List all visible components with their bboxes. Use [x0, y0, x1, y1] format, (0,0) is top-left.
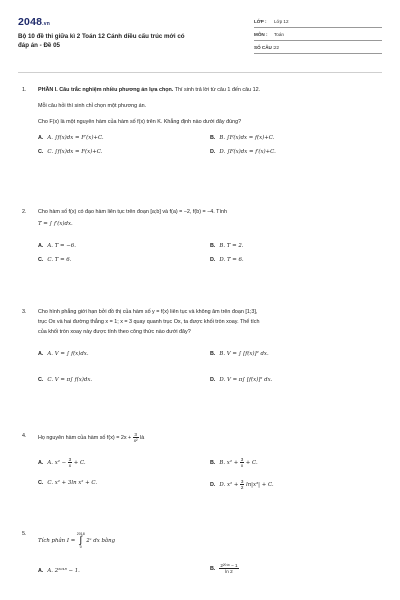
fraction [133, 432, 139, 443]
question-number: 5. [22, 531, 27, 537]
meta-label: LỚP : [254, 19, 267, 24]
denominator: x [240, 463, 244, 468]
option-text: D. V = π∫ [f(x)]² dx. [219, 377, 273, 383]
question-body [38, 432, 378, 493]
option-letter: D. [210, 149, 216, 155]
option-letter: B. [210, 135, 216, 141]
stem-text: Tích phân I = [38, 537, 76, 544]
question-number: 3. [22, 309, 27, 315]
meta-value: Lớp 12 [274, 19, 289, 24]
option-text: B. ∫F(x)dx = f(x)+C. [219, 135, 275, 141]
option-text: D. ∫F(x)dx = f′(x)+C. [219, 149, 276, 155]
document-header [18, 14, 382, 60]
question-stem: Cho hàm số f(x) có đạo hàm liên tục trên đoạn [a;b] và f(a) = −2, f(b) = −4. Tính [38, 209, 227, 215]
option-text: A. ∫f(x)dx = F′(x)+C. [47, 135, 104, 141]
option-letter: C. [38, 257, 44, 263]
question-stem-line-3: của khối tròn xoay này được tính theo công thức nào dưới đây? [38, 329, 191, 335]
title-line-1: Bộ 10 đề thi giữa kì 2 Toán 12 Cánh diều cấu trúc mới có [18, 33, 185, 40]
option-text: B. T = 2. [219, 243, 244, 249]
option-letter: A. [38, 243, 44, 249]
question-stem: Cho F(x) là một nguyên hàm của hàm số f(x) trên K. Khẳng định nào dưới đây đúng? [38, 119, 242, 125]
question-stem-formula: T = ∫ f′(x)dx. [38, 221, 73, 227]
option-c[interactable] [38, 148, 102, 156]
question-number: 2. [22, 209, 27, 215]
option-letter: B. [210, 565, 216, 572]
option-text: B. x² + [219, 459, 239, 466]
option-c[interactable] [38, 376, 92, 384]
option-letter: C. [38, 480, 44, 486]
option-letter: A. [38, 351, 44, 357]
option-d[interactable] [210, 376, 272, 384]
section-instruction: Thí sinh trả lời từ câu 1 đến câu 12. [173, 87, 261, 93]
options-row [38, 479, 378, 493]
meta-label: MÔN : [254, 32, 268, 37]
options-row [38, 256, 378, 270]
logo-domain: .vn [42, 21, 50, 27]
meta-row-count [254, 42, 382, 54]
option-text: A. T = −6. [47, 243, 76, 249]
stem-text: là [140, 434, 145, 441]
option-text: A. x² − [47, 459, 67, 466]
options-row [38, 242, 378, 256]
stem-text: Họ nguyên hàm của hàm số f(x) = 2x + [38, 434, 132, 441]
meta-value: 22 [274, 45, 280, 50]
numerator: 2²⁰¹⁸ − 1 [220, 563, 238, 568]
option-text: C. x² + 3ln x² + C. [47, 480, 98, 486]
option-letter: A. [38, 135, 44, 141]
meta-row-class [254, 16, 382, 28]
question-stem-line-2: trục Ox và hai đường thẳng x = 1; x = 3 quay quanh trục Ox, ta được khối tròn xoay. Thể tích [38, 319, 260, 325]
option-a[interactable] [38, 457, 86, 468]
option-c[interactable] [38, 479, 97, 487]
integral-icon: ∫ [79, 535, 83, 546]
option-d[interactable] [210, 148, 276, 156]
section-heading [38, 86, 378, 94]
option-a[interactable] [38, 350, 89, 358]
option-letter: A. [38, 459, 44, 466]
question-number: 4. [22, 433, 27, 439]
option-text: ln|x³| + C. [245, 481, 274, 488]
options-row [38, 148, 378, 162]
option-letter: B. [210, 459, 216, 466]
option-letter: D. [210, 257, 216, 263]
option-text: A. 2²⁰¹⁸ − 1. [47, 568, 80, 574]
option-text: C. V = π∫ f(x)dx. [47, 377, 93, 383]
document-title [18, 32, 248, 50]
options-row [38, 350, 378, 376]
question-body [38, 530, 378, 581]
option-a[interactable] [38, 242, 76, 250]
option-letter: B. [210, 243, 216, 249]
denominator: ln 2 [225, 569, 233, 574]
option-text: B. V = ∫ [f(x)]² dx. [219, 351, 269, 357]
fraction [240, 457, 245, 468]
section-title: PHẦN I. Câu trắc nghiệm nhiều phương án lựa chọn. [38, 87, 174, 93]
option-text: + C. [73, 459, 86, 466]
option-text: + C. [245, 459, 258, 466]
option-b[interactable] [210, 134, 274, 142]
option-letter: B. [210, 351, 216, 357]
question-body [38, 86, 378, 162]
option-letter: C. [38, 149, 44, 155]
denominator: x [68, 463, 72, 468]
question-stem [38, 532, 378, 549]
numerator: 3 [134, 432, 137, 437]
option-letter: D. [210, 481, 216, 488]
option-d[interactable] [210, 256, 244, 264]
numerator: 3 [68, 457, 72, 462]
title-line-2: đáp án - Đề 05 [18, 42, 60, 49]
options-row [38, 457, 378, 479]
integral-limits [77, 532, 85, 549]
fraction [219, 563, 238, 574]
meta-label: SỐ CÂU : [254, 45, 275, 50]
option-b[interactable] [210, 350, 269, 358]
meta-value: Toán [274, 32, 284, 37]
option-text: A. V = ∫ f(x)dx. [47, 351, 89, 357]
fraction [68, 457, 73, 468]
question-number: 1. [22, 87, 27, 93]
numerator: 3 [240, 457, 244, 462]
option-text: D. x² + [219, 481, 239, 488]
denominator: 2 [240, 485, 244, 490]
option-d[interactable] [210, 479, 274, 490]
option-letter: C. [38, 377, 44, 383]
header-divider [18, 72, 382, 73]
numerator: 3 [240, 479, 244, 484]
meta-row-subject [254, 29, 382, 41]
option-b[interactable] [210, 242, 243, 250]
stem-text: 2ˣ dx bằng [86, 537, 116, 544]
fraction [240, 479, 245, 490]
lower-limit: 0 [79, 545, 82, 549]
question-body [38, 308, 378, 390]
option-b[interactable] [210, 563, 239, 574]
denominator: x² [133, 438, 138, 443]
option-a[interactable] [38, 567, 80, 575]
question-stem: Cho hình phẳng giới hạn bởi đồ thị của hàm số y = f(x) liên tục và không âm trên đoạn [1;3], [38, 309, 258, 315]
option-text: C. ∫f(x)dx = F(x)+C. [47, 149, 103, 155]
option-text: C. T = 6. [47, 257, 72, 263]
logo-text: 2048 [18, 16, 43, 28]
option-letter: A. [38, 568, 44, 574]
question-body [38, 208, 378, 270]
upper-limit: 2018 [76, 532, 85, 536]
meta-info [254, 16, 382, 55]
option-text: D. T = 6. [219, 257, 244, 263]
option-b[interactable] [210, 457, 258, 468]
option-a[interactable] [38, 134, 104, 142]
instruction-text: Mỗi câu hỏi thí sinh chỉ chọn một phương án. [38, 103, 147, 109]
options-row [38, 376, 378, 390]
option-c[interactable] [38, 256, 71, 264]
question-stem [38, 432, 378, 443]
option-letter: D. [210, 377, 216, 383]
site-logo[interactable] [18, 16, 50, 28]
options-row [38, 563, 378, 581]
options-row [38, 134, 378, 148]
